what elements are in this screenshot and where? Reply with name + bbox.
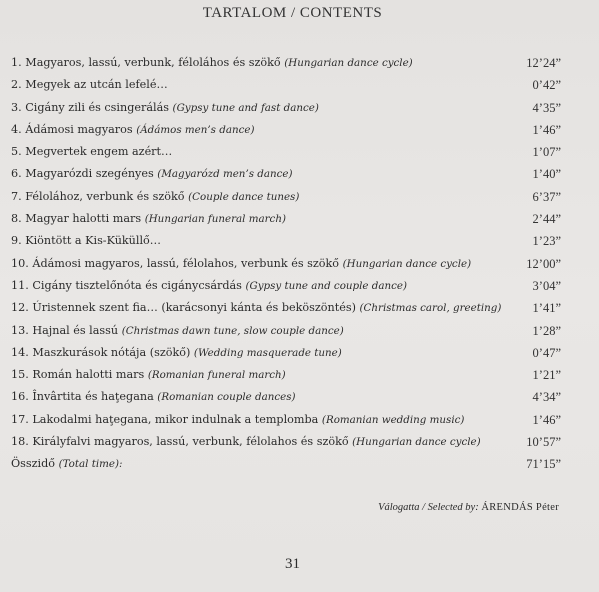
- contents-heading: TARTALOM / CONTENTS: [202, 5, 383, 21]
- track-english-title: (Christmas carol, greeting): [359, 302, 502, 315]
- track-duration: 3’04”: [532, 278, 561, 293]
- track-duration: 1’41”: [532, 301, 561, 316]
- track-title: Magyarózdi szegényes: [25, 167, 154, 181]
- track-row: [11, 97, 561, 119]
- total-english-label: (Total time):: [58, 458, 123, 471]
- track-number: 1.: [11, 56, 22, 69]
- track-row: [11, 208, 561, 230]
- track-number: 4.: [11, 122, 22, 136]
- track-duration: 2’44”: [532, 212, 561, 227]
- credit-label: Válogatta / Selected by:: [378, 502, 479, 513]
- track-english-title: (Romanian couple dances): [157, 391, 296, 404]
- track-number: 17.: [11, 412, 29, 426]
- track-english-title: (Hungarian dance cycle): [284, 57, 413, 69]
- track-title: Királyfalvi magyaros, lassú, verbunk, félolahos és szökő: [32, 435, 349, 449]
- track-number: 9.: [11, 234, 22, 248]
- track-duration: 4’34”: [532, 390, 561, 405]
- track-title: Román halotti mars: [32, 368, 145, 382]
- track-row: [11, 253, 561, 275]
- track-title: Hajnal és lassú: [32, 323, 119, 337]
- track-english-title: (Wedding masquerade tune): [193, 346, 342, 359]
- track-duration: 12’24”: [526, 56, 561, 70]
- page-number: 31: [285, 556, 300, 572]
- track-title: Maszkurások nótája (szökő): [32, 345, 191, 359]
- track-title: Megyek az utcán lefelé…: [25, 78, 168, 92]
- track-duration: 1’40”: [532, 167, 561, 182]
- track-title: Félolához, verbunk és szökő: [25, 189, 185, 203]
- track-row: [11, 52, 561, 74]
- track-duration: 1’28”: [532, 323, 561, 338]
- track-english-title: (Hungarian funeral march): [144, 213, 286, 226]
- track-duration: 4’35”: [532, 100, 561, 115]
- track-english-title: (Hungarian dance cycle): [342, 257, 472, 270]
- track-title: Kiöntött a Kis-Küküllő…: [25, 234, 161, 248]
- track-number: 12.: [11, 301, 29, 315]
- track-list: [11, 52, 561, 476]
- track-title: Ádámosi magyaros: [25, 122, 133, 136]
- track-duration: 10’57”: [526, 435, 561, 450]
- track-row: [11, 119, 561, 141]
- track-duration: 1’46”: [532, 122, 561, 137]
- track-english-title: (Gypsy tune and fast dance): [172, 101, 319, 114]
- track-number: 7.: [11, 189, 22, 203]
- track-english-title: (Ádámos men’s dance): [136, 123, 255, 136]
- track-row: [11, 364, 561, 386]
- track-row: [11, 275, 561, 297]
- track-english-title: (Couple dance tunes): [188, 190, 300, 203]
- credit-name: ÁRENDÁS Péter: [481, 502, 559, 513]
- track-duration: 12’00”: [526, 256, 561, 271]
- track-duration: 1’23”: [532, 234, 561, 249]
- track-row: [11, 342, 561, 364]
- track-number: 5.: [11, 145, 22, 159]
- track-number: 16.: [11, 390, 29, 404]
- track-row: [11, 163, 561, 185]
- track-title: Magyar halotti mars: [25, 212, 142, 226]
- track-row: [11, 230, 561, 252]
- track-english-title: (Romanian wedding music): [321, 413, 465, 426]
- track-number: 10.: [11, 256, 29, 270]
- track-number: 2.: [11, 78, 22, 92]
- track-number: 3.: [11, 100, 22, 114]
- total-label: Összidő: [11, 457, 56, 471]
- track-row: [11, 320, 561, 342]
- track-english-title: (Gypsy tune and couple dance): [245, 279, 408, 292]
- track-title: Ádámosi magyaros, lassú, félolahos, verbunk és szökő: [32, 256, 340, 270]
- track-row: [11, 186, 561, 208]
- track-number: 14.: [11, 345, 29, 359]
- credit-line: [378, 502, 559, 513]
- track-title: Úristennek szent fia… (karácsonyi kánta és beköszöntés): [32, 301, 356, 315]
- track-title: Cigány tisztelőnóta és cigánycsárdás: [32, 278, 242, 292]
- track-row: [11, 431, 561, 453]
- track-duration: 1’46”: [532, 412, 561, 427]
- track-number: 6.: [11, 167, 22, 181]
- track-number: 15.: [11, 368, 29, 382]
- track-english-title: (Romanian funeral march): [147, 369, 286, 382]
- track-duration: 6’37”: [532, 189, 561, 204]
- track-number: 8.: [11, 212, 22, 226]
- track-title: Lakodalmi haţegana, mikor indulnak a templomba: [32, 412, 319, 426]
- total-duration: 71’15”: [526, 457, 561, 472]
- track-title: Megvertek engem azért…: [25, 145, 173, 159]
- track-duration: 0’42”: [532, 78, 561, 93]
- track-row: [11, 141, 561, 163]
- track-title: Magyaros, lassú, verbunk, féloláhos és szökő: [25, 56, 281, 69]
- total-row: [11, 453, 561, 475]
- track-number: 11.: [11, 278, 29, 292]
- track-duration: 1’21”: [532, 368, 561, 383]
- track-duration: 1’07”: [532, 145, 561, 160]
- track-english-title: (Hungarian dance cycle): [352, 436, 481, 449]
- track-title: Învârtita és haţegana: [32, 390, 154, 404]
- track-row: [11, 409, 561, 431]
- track-number: 18.: [11, 435, 29, 449]
- track-row: [11, 386, 561, 408]
- track-row: [11, 297, 561, 319]
- track-english-title: (Christmas dawn tune, slow couple dance): [121, 324, 344, 337]
- track-english-title: (Magyarózd men’s dance): [157, 168, 293, 181]
- track-row: [11, 74, 561, 96]
- track-duration: 0’47”: [532, 345, 561, 360]
- track-number: 13.: [11, 323, 29, 337]
- track-title: Cigány zili és csingerálás: [25, 100, 169, 114]
